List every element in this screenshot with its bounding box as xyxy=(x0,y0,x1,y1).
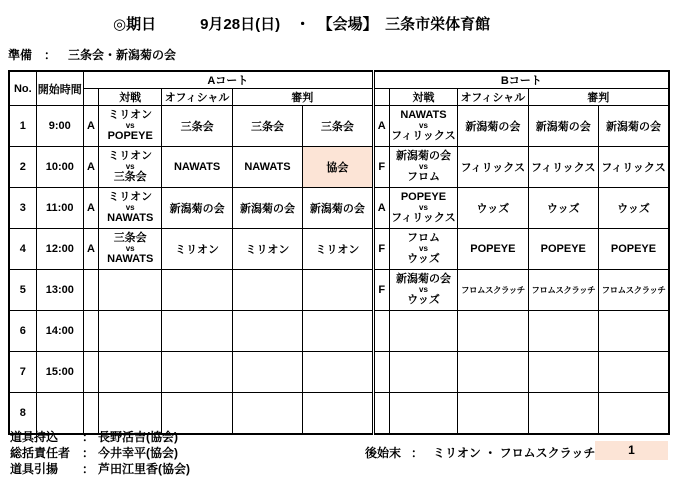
court-a-official xyxy=(162,311,232,352)
preparation-line xyxy=(8,46,176,63)
staff-label: 道具引揚 xyxy=(10,462,59,476)
cleanup-colon: ： xyxy=(411,446,424,460)
date-venue-text: 9月28日(日) ・ 【会場】 三条市栄体育館 xyxy=(200,16,491,33)
start-time: 9:00 xyxy=(36,106,83,147)
page-title xyxy=(113,13,490,34)
staff-value: 今井幸平(協会) xyxy=(98,446,178,460)
court-b-referee-1 xyxy=(528,311,598,352)
table-row xyxy=(9,393,669,434)
team-2: POPEYE xyxy=(107,130,153,143)
court-a-letter: A xyxy=(83,229,98,270)
court-a-referee-1: ミリオン xyxy=(232,229,302,270)
court-a-referee-2 xyxy=(303,270,373,311)
court-b-matchup xyxy=(389,311,457,352)
vs-label: vs xyxy=(125,243,135,253)
team-1: ミリオン xyxy=(108,149,153,162)
match-number: 5 xyxy=(9,270,36,311)
staff-value: 長野活吉(協会) xyxy=(98,430,178,444)
vs-label: vs xyxy=(419,243,428,253)
court-a-letter: A xyxy=(83,188,98,229)
team-2: フィリックス xyxy=(391,130,456,143)
team-1: 三条会 xyxy=(113,231,147,244)
court-b-letter: F xyxy=(373,147,389,188)
match-number: 1 xyxy=(9,106,36,147)
cleanup-label: 後始末 xyxy=(365,446,402,460)
court-a-letter xyxy=(83,352,98,393)
court-a-official: 三条会 xyxy=(162,106,232,147)
staff-colon: ： xyxy=(82,446,95,460)
match-number: 3 xyxy=(9,188,36,229)
table-row xyxy=(9,352,669,393)
court-b-letter xyxy=(373,393,389,434)
court-a-official: 新潟菊の会 xyxy=(162,188,232,229)
court-b-matchup xyxy=(389,352,457,393)
court-a-matchup xyxy=(99,188,162,229)
table-row xyxy=(9,270,669,311)
court-b-match-header: 対戦 xyxy=(389,89,457,106)
court-a-letter: A xyxy=(83,147,98,188)
prep-colon: ： xyxy=(44,48,57,62)
court-a-letter xyxy=(83,393,98,434)
court-b-header: Bコート xyxy=(373,71,669,89)
court-b-matchup xyxy=(389,270,457,311)
court-a-referee-1 xyxy=(232,393,302,434)
table-row xyxy=(9,147,669,188)
team-2: NAWATS xyxy=(107,212,154,225)
court-a-letter-header xyxy=(83,89,98,106)
vs-label: vs xyxy=(419,202,428,212)
court-b-letter xyxy=(373,311,389,352)
cleanup-value: ミリオン ・ フロムスクラッチ xyxy=(433,446,596,460)
court-a-official: NAWATS xyxy=(162,147,232,188)
team-1: フロム xyxy=(406,231,440,244)
court-a-referee-2 xyxy=(303,311,373,352)
cleanup-line xyxy=(365,444,595,461)
court-a-matchup xyxy=(99,270,162,311)
court-b-matchup xyxy=(389,188,457,229)
team-2: ウッズ xyxy=(407,253,440,266)
staff-list xyxy=(10,429,190,477)
team-1: ミリオン xyxy=(108,190,153,203)
court-b-referee-1: 新潟菊の会 xyxy=(528,106,598,147)
court-a-referee-1 xyxy=(232,311,302,352)
court-b-referee-2 xyxy=(598,352,669,393)
court-a-official xyxy=(162,270,232,311)
court-a-referee-2-highlighted: 協会 xyxy=(303,147,373,188)
court-a-official-header: オフィシャル xyxy=(162,89,232,106)
prep-value: 三条会・新潟菊の会 xyxy=(68,48,177,62)
court-b-referee-2: フロムスクラッチ xyxy=(598,270,669,311)
court-b-referee-1 xyxy=(528,393,598,434)
vs-label: vs xyxy=(419,161,428,171)
staff-value: 芦田江里香(協会) xyxy=(98,462,190,476)
court-b-referee-1: POPEYE xyxy=(528,229,598,270)
start-time xyxy=(36,393,83,434)
table-row xyxy=(9,229,669,270)
court-a-referee-1: 三条会 xyxy=(232,106,302,147)
team-2: 三条会 xyxy=(113,171,147,184)
court-b-official-header: オフィシャル xyxy=(458,89,528,106)
court-a-referee-1: 新潟菊の会 xyxy=(232,188,302,229)
team-2: NAWATS xyxy=(107,253,154,266)
court-a-official: ミリオン xyxy=(162,229,232,270)
court-b-letter xyxy=(373,352,389,393)
court-b-matchup xyxy=(389,393,457,434)
court-a-referee-1: NAWATS xyxy=(232,147,302,188)
court-b-referee-1: フロムスクラッチ xyxy=(528,270,598,311)
vs-label: vs xyxy=(125,202,135,212)
vs-label: vs xyxy=(125,120,135,130)
vs-label: vs xyxy=(419,284,428,294)
court-b-official xyxy=(458,352,528,393)
date-label: ◎期日 xyxy=(113,16,157,33)
court-b-referee-1: フィリックス xyxy=(528,147,598,188)
court-b-letter: A xyxy=(373,106,389,147)
header-row-columns xyxy=(9,89,669,106)
team-1: POPEYE xyxy=(400,190,447,203)
court-b-referee-2: POPEYE xyxy=(598,229,669,270)
court-a-referee-2 xyxy=(303,352,373,393)
court-b-official: フロムスクラッチ xyxy=(458,270,528,311)
match-number: 6 xyxy=(9,311,36,352)
court-b-official: POPEYE xyxy=(458,229,528,270)
court-b-letter: F xyxy=(373,270,389,311)
team-1: NAWATS xyxy=(400,108,447,121)
court-a-matchup xyxy=(99,106,162,147)
court-b-referee-1 xyxy=(528,352,598,393)
court-a-match-header: 対戦 xyxy=(99,89,162,106)
staff-row-equipment-bring xyxy=(10,429,190,445)
staff-row-general-manager xyxy=(10,445,190,461)
staff-colon: ： xyxy=(82,462,95,476)
vs-label: vs xyxy=(419,120,428,130)
court-a-matchup xyxy=(99,393,162,434)
team-2: ウッズ xyxy=(407,294,440,307)
court-b-referee-2: ウッズ xyxy=(598,188,669,229)
court-b-letter-header xyxy=(373,89,389,106)
court-b-referee-1: ウッズ xyxy=(528,188,598,229)
court-a-referee-1 xyxy=(232,352,302,393)
table-row xyxy=(9,106,669,147)
court-b-referee-header: 審判 xyxy=(528,89,669,106)
court-b-referee-2 xyxy=(598,311,669,352)
match-number: 7 xyxy=(9,352,36,393)
court-b-matchup xyxy=(389,229,457,270)
header-row-courts xyxy=(9,71,669,89)
court-a-matchup xyxy=(99,311,162,352)
col-header-start-time: 開始時間 xyxy=(36,71,83,106)
court-b-official: フィリックス xyxy=(458,147,528,188)
vs-label: vs xyxy=(125,161,135,171)
court-b-letter: A xyxy=(373,188,389,229)
table-row xyxy=(9,311,669,352)
court-b-official: ウッズ xyxy=(458,188,528,229)
court-a-letter xyxy=(83,270,98,311)
court-b-official xyxy=(458,311,528,352)
court-a-matchup xyxy=(99,229,162,270)
court-a-referee-1 xyxy=(232,270,302,311)
prep-label: 準備 xyxy=(8,48,33,62)
court-a-official xyxy=(162,393,232,434)
court-b-referee-2: 新潟菊の会 xyxy=(598,106,669,147)
court-b-letter: F xyxy=(373,229,389,270)
court-b-referee-2: フィリックス xyxy=(598,147,669,188)
court-b-matchup xyxy=(389,147,457,188)
staff-colon: ： xyxy=(82,430,95,444)
court-a-referee-2: 三条会 xyxy=(303,106,373,147)
court-a-letter xyxy=(83,311,98,352)
court-a-referee-2: ミリオン xyxy=(303,229,373,270)
court-a-matchup xyxy=(99,352,162,393)
match-number: 8 xyxy=(9,393,36,434)
team-2: フロム xyxy=(406,171,440,184)
match-number: 2 xyxy=(9,147,36,188)
match-number: 4 xyxy=(9,229,36,270)
match-schedule-table xyxy=(8,70,670,435)
page-number-badge: 1 xyxy=(595,441,668,460)
start-time: 15:00 xyxy=(36,352,83,393)
court-b-official: 新潟菊の会 xyxy=(458,106,528,147)
court-a-referee-2 xyxy=(303,393,373,434)
start-time: 12:00 xyxy=(36,229,83,270)
start-time: 11:00 xyxy=(36,188,83,229)
col-header-no: No. xyxy=(9,71,36,106)
court-a-header: Aコート xyxy=(83,71,373,89)
staff-label: 総括責任者 xyxy=(10,446,71,460)
table-row xyxy=(9,188,669,229)
start-time: 14:00 xyxy=(36,311,83,352)
court-a-matchup xyxy=(99,147,162,188)
court-b-referee-2 xyxy=(598,393,669,434)
start-time: 10:00 xyxy=(36,147,83,188)
court-b-matchup xyxy=(389,106,457,147)
court-b-official xyxy=(458,393,528,434)
team-1: ミリオン xyxy=(108,108,153,121)
team-2: フィリックス xyxy=(391,212,456,225)
staff-label: 道具持込 xyxy=(10,430,59,444)
court-a-letter: A xyxy=(83,106,98,147)
start-time: 13:00 xyxy=(36,270,83,311)
court-a-referee-header: 審判 xyxy=(232,89,373,106)
court-a-official xyxy=(162,352,232,393)
court-a-referee-2: 新潟菊の会 xyxy=(303,188,373,229)
team-1: 新潟菊の会 xyxy=(395,272,451,285)
staff-row-equipment-return xyxy=(10,461,190,477)
team-1: 新潟菊の会 xyxy=(395,149,451,162)
